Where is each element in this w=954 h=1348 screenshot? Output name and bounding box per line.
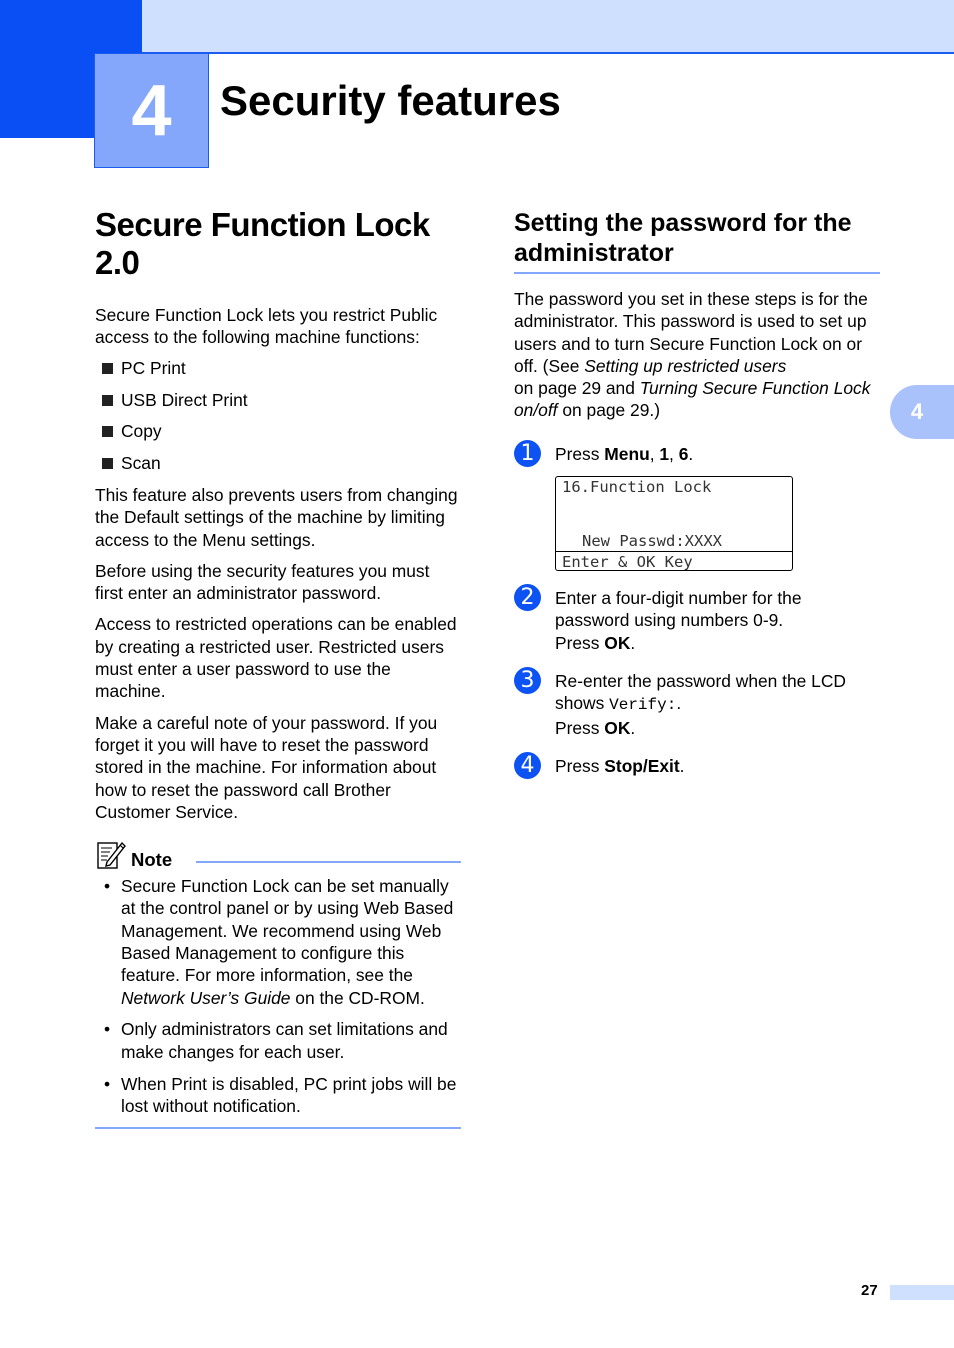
side-tab-label: 4: [910, 399, 924, 424]
function-list: [95, 357, 461, 474]
lcd-line-3: Enter & OK Key: [562, 553, 693, 572]
note-rule: [196, 861, 461, 863]
step-number-icon: 2: [514, 584, 541, 611]
note-item: • Secure Function Lock can be set manually at the control panel or by using Web Based Management. We recommend using Web Based Management to configure this feature. For more information, see the Network User’s Guide on the CD-ROM.: [104, 876, 454, 1008]
body-paragraph: Before using the security features you must first enter an administrator password.: [95, 560, 430, 604]
dot-bullet-icon: •: [104, 1073, 111, 1094]
step-3: [514, 667, 880, 739]
intro-paragraph: Secure Function Lock lets you restrict Public access to the following machine functions:: [95, 304, 438, 348]
note-bottom-rule: [95, 1127, 461, 1129]
body-paragraph: Make a careful note of your password. If you forget it you will have to reset the password stored in the machine. For information about how to reset the password call Brother Customer Service.: [95, 712, 438, 822]
step-2: [514, 587, 880, 654]
note-label: Note: [131, 849, 173, 871]
heading-rule: [514, 272, 880, 274]
page-number-bar: [890, 1285, 954, 1300]
note-item: • When Print is disabled, PC print jobs will be lost without notification.: [104, 1073, 457, 1116]
note-box: [95, 839, 461, 1128]
lcd-line-2: New Passwd:XXXX: [582, 532, 722, 551]
step-number-icon: 4: [514, 752, 541, 779]
left-column: [95, 206, 461, 1129]
header-rule: [142, 52, 954, 54]
side-chapter-tab[interactable]: [890, 385, 954, 439]
lcd-display: [555, 476, 793, 571]
intro-paragraph: The password you set in these steps is for the administrator. This password is used to set up users and to turn Secure Function Lock on or off. (See Setting up restricted users on page 29 and Turning Secure Function Lock on/off on page 29.): [514, 289, 871, 421]
cross-reference-link[interactable]: Turning Secure Function Lock on/off: [514, 378, 871, 421]
note-header: [95, 839, 461, 871]
guide-reference: Network User’s Guide: [121, 987, 291, 1008]
square-bullet-icon: [102, 458, 113, 469]
chapter-title: Security features: [220, 77, 561, 124]
list-item: PC Print: [95, 357, 461, 379]
step-text: Re-enter the password when the LCD shows Verify:. Press OK.: [555, 670, 846, 738]
right-column: [514, 208, 880, 793]
note-list: [95, 875, 461, 1117]
step-4: [514, 752, 880, 778]
step-text: Press Stop/Exit.: [555, 755, 685, 776]
square-bullet-icon: [102, 363, 113, 374]
lcd-line-1: 16.Function Lock: [562, 478, 712, 497]
step-text: Press Menu, 1, 6.: [555, 443, 694, 464]
note-item: • Only administrators can set limitations and make changes for each user.: [104, 1019, 448, 1062]
lcd-prompt: Verify:: [609, 696, 677, 715]
lcd-divider: [556, 551, 792, 552]
section-heading: Secure Function Lock 2.0: [95, 206, 430, 281]
list-item: Scan: [95, 452, 461, 474]
dot-bullet-icon: •: [104, 876, 111, 897]
subsection-heading: Setting the password for the administrator: [514, 209, 852, 267]
square-bullet-icon: [102, 395, 113, 406]
body-paragraph: This feature also prevents users from changing the Default settings of the machine by limiting access to the Menu settings.: [95, 484, 458, 550]
cross-reference-link[interactable]: Setting up restricted users: [584, 355, 787, 376]
step-text: Enter a four-digit number for the password using numbers 0-9. Press OK.: [555, 588, 802, 653]
list-item: USB Direct Print: [95, 389, 461, 411]
dot-bullet-icon: •: [104, 1019, 111, 1040]
body-paragraph: Access to restricted operations can be enabled by creating a restricted user. Restricted users must enter a user password to use the machine.: [95, 614, 457, 702]
step-1: [514, 440, 880, 572]
list-item: Copy: [95, 420, 461, 442]
chapter-number-box: [94, 53, 209, 168]
chapter-number: 4: [131, 70, 172, 151]
step-number-icon: 1: [514, 440, 541, 467]
page-number: 27: [861, 1282, 878, 1299]
step-number-icon: 3: [514, 667, 541, 694]
square-bullet-icon: [102, 426, 113, 437]
header-band: [0, 0, 954, 52]
note-pencil-icon: [95, 839, 127, 871]
